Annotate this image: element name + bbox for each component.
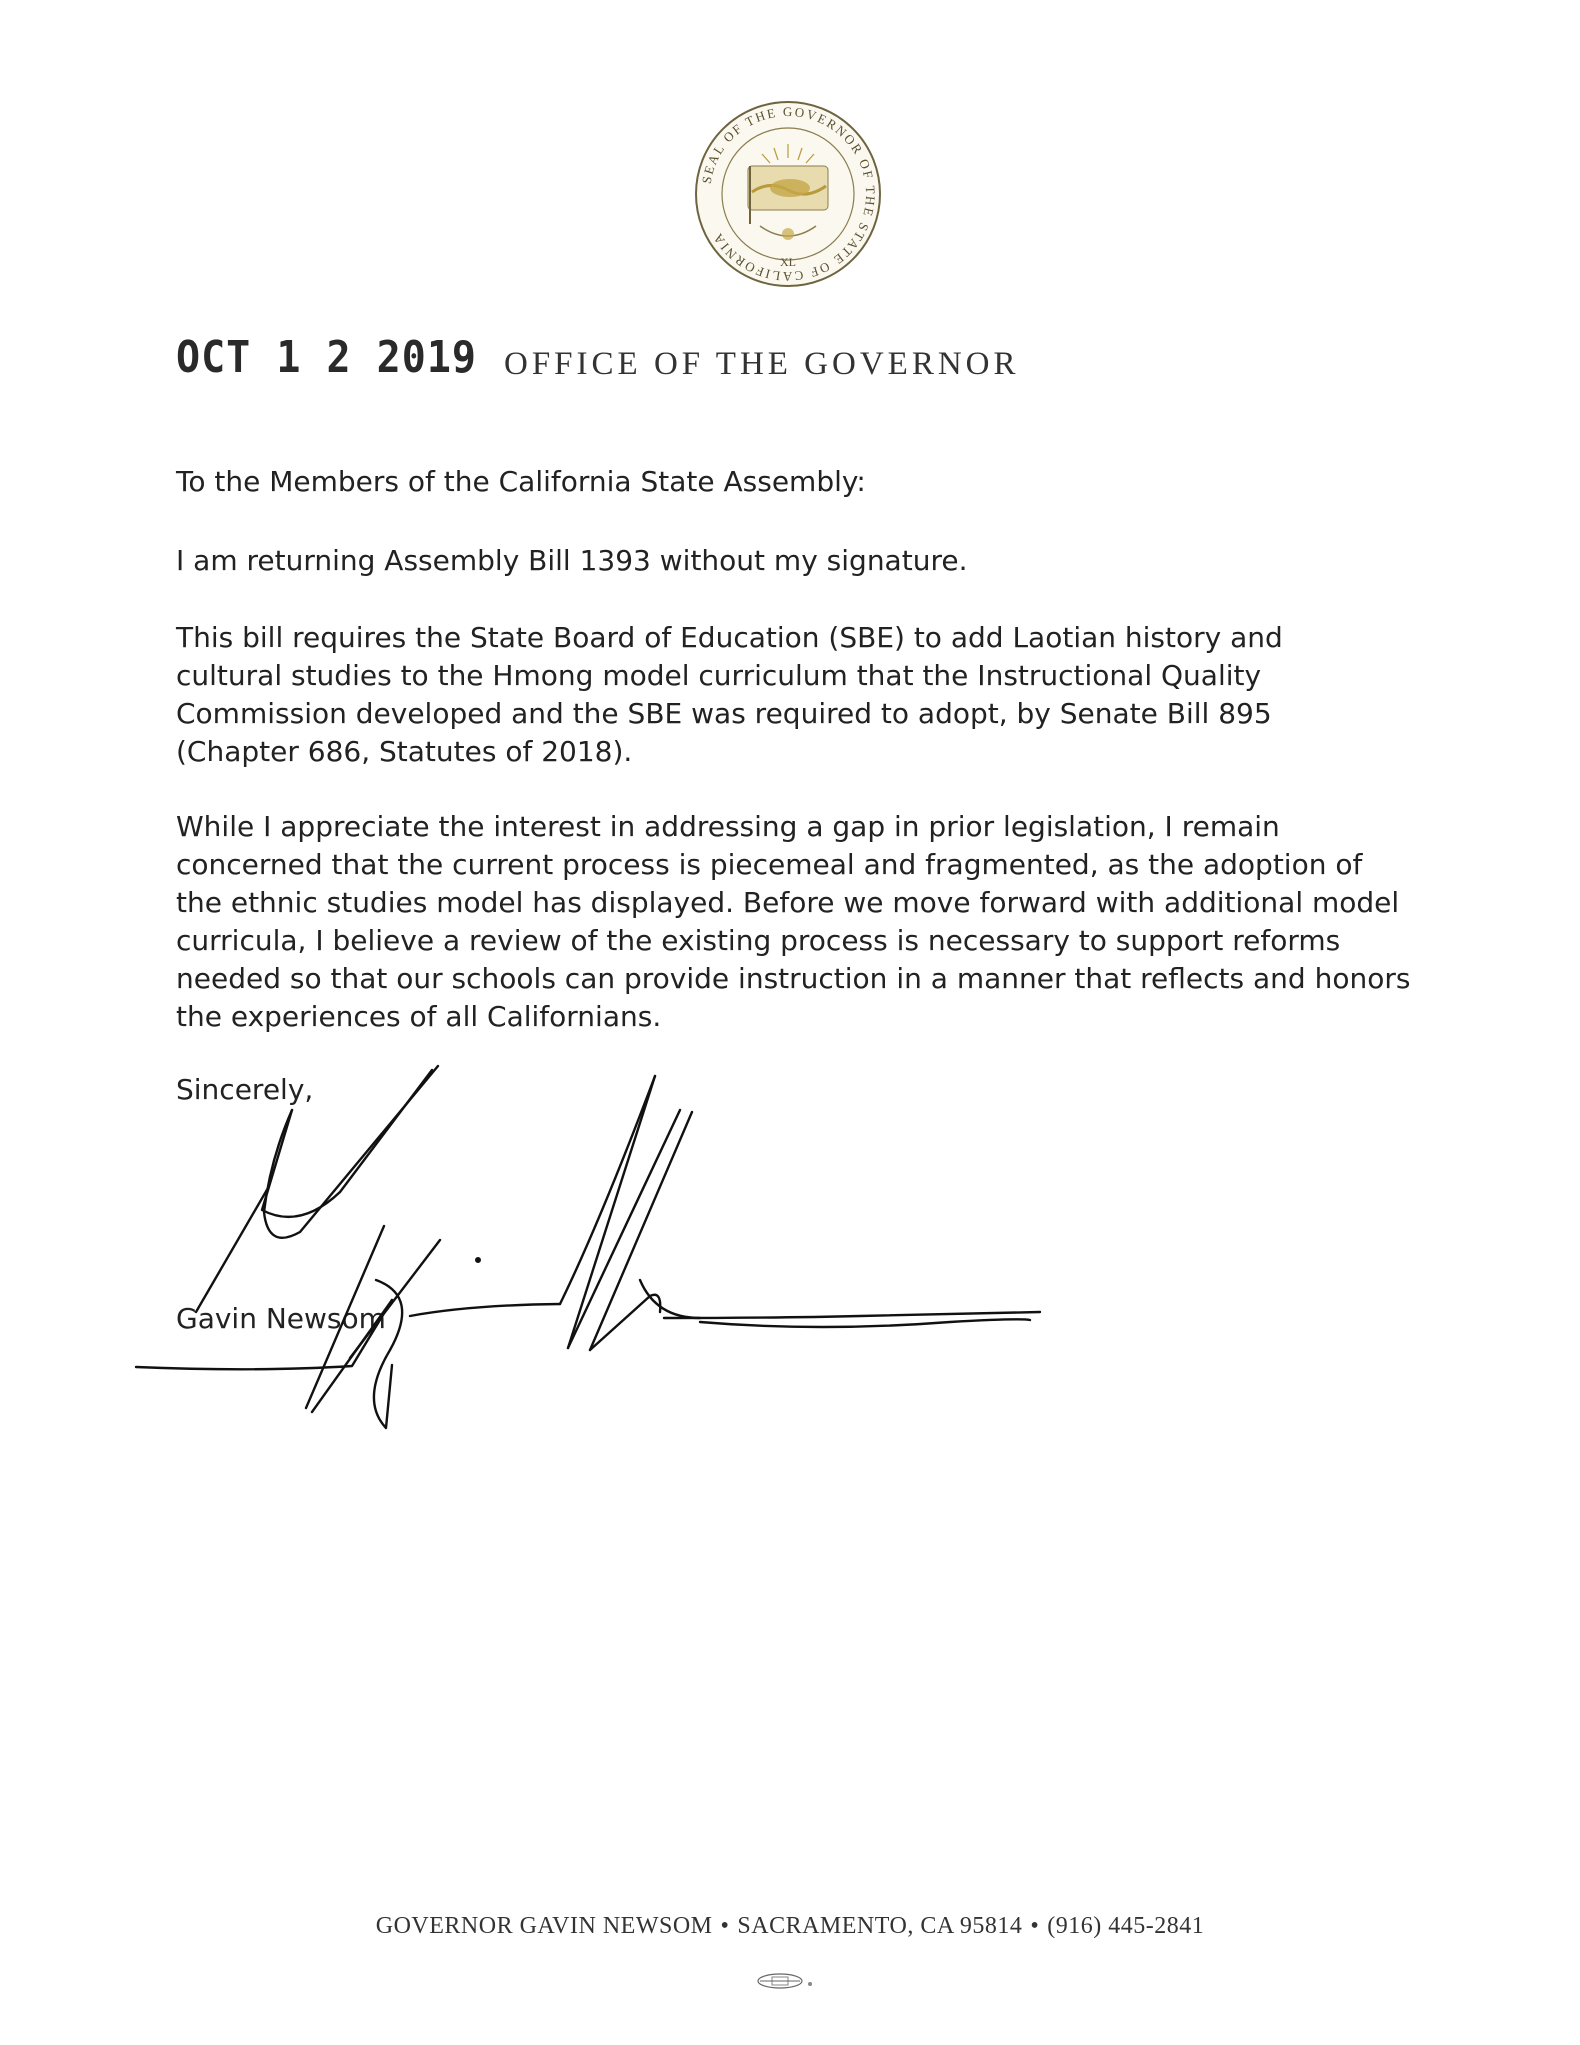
letter-paragraph-2: This bill requires the State Board of Education (SBE) to add Laotian history and cultural studies to the Hmong model curriculum that the Instructional Quality Commission developed and the SBE was required to adopt, by Senate Bill 895 (Chapter 686, Statutes of 2018). [176, 621, 1283, 768]
signer-name: Gavin Newsom [176, 1302, 386, 1335]
footer-separator: • [720, 1913, 730, 1939]
received-date-stamp: OCT 1 2 2019 [176, 333, 477, 383]
office-heading: OFFICE OF THE GOVERNOR [504, 346, 1020, 382]
letter-paragraph-1: I am returning Assembly Bill 1393 without my signature. [176, 544, 968, 577]
footer-separator: • [1030, 1913, 1040, 1939]
footer-governor-name: GOVERNOR GAVIN NEWSOM [375, 1913, 713, 1939]
letter-paragraph-3: While I appreciate the interest in addressing a gap in prior legislation, I remain concerned that the current process is piecemeal and fragmented, as the adoption of the ethnic studies model has displayed. Before we move forward with additional model curricula, I believe a review of the existing process is necessary to support reforms needed so that our schools can provide instruction in a manner that reflects and honors the experiences of all Californians. [176, 810, 1411, 1033]
governor-seal-image [690, 96, 886, 292]
footer-city: SACRAMENTO, CA 95814 [737, 1913, 1023, 1939]
closing: Sincerely, [176, 1073, 314, 1106]
footer-address [0, 1913, 1580, 1940]
printer-union-bug-icon [750, 1972, 820, 1990]
svg-text:XL: XL [780, 255, 796, 269]
footer-phone: (916) 445-2841 [1047, 1913, 1205, 1939]
svg-text:SEAL OF THE GOVERNOR OF THE ST: SEAL OF THE GOVERNOR OF THE STATE OF CALIFORNIA [698, 103, 879, 285]
salutation: To the Members of the California State Assembly: [176, 465, 866, 498]
